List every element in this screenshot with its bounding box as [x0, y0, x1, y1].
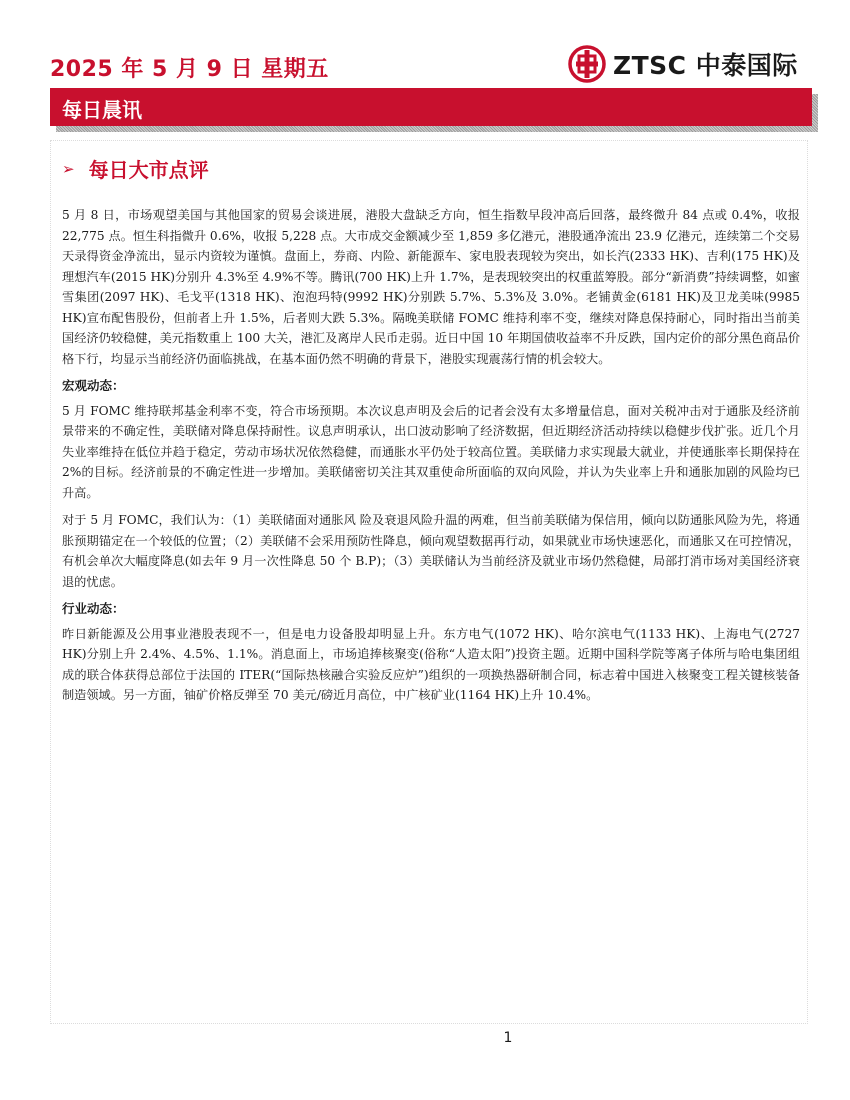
macro-heading: 宏观动态： — [62, 378, 125, 393]
report-date: 2025 年 5 月 9 日 星期五 — [50, 57, 329, 82]
page-number: 1 — [503, 1030, 513, 1046]
banner-title: 每日晨讯 — [62, 98, 142, 122]
arrow-right-icon: ➢ — [62, 159, 75, 178]
article-body — [62, 205, 800, 713]
section-header — [62, 154, 209, 183]
macro-paragraph-2: 对于 5 月 FOMC，我们认为：（1）美联储面对通胀风 险及衰退风险升温的两难，但当前美联储为保信用，倾向以防通胀风险为先，将通胀预期锚定在一个较低的位置；（2）美联储不会采用预防性降息，倾向观望数据再行动，如果就业市场快速恶化，而通胀又在可控情况，有机会单次大幅度降息(如去年 9 月一次性降息 50 个 B.P)；（3）美联储认为当前经济及就业市场仍然稳健，局部打消市场对美国经济衰退的忧虑。 — [62, 513, 800, 589]
industry-heading: 行业动态： — [62, 601, 125, 616]
macro-paragraph-1: 5 月 FOMC 维持联邦基金利率不变，符合市场预期。本次议息声明及会后的记者会没有太多增量信息，面对关税冲击对于通胀及经济前景带来的不确定性，美联储对降息保持耐性。议息声明承认，出口波动影响了经济数据，但近期经济活动持续以稳健步伐扩张。近几个月失业率维持在低位并趋于稳定，劳动市场状况依然稳健，而通胀水平仍处于较高位置。美联储力求实现最大就业，并使通胀率长期保持在 2%的目标。经济前景的不确定性进一步增加。美联储密切关注其双重使命所面临的双向风险，并认为失业率上升和通胀加剧的风险均已升高。 — [62, 403, 800, 500]
ztsc-emblem-icon — [567, 44, 607, 84]
section-title: 每日大市点评 — [88, 158, 209, 182]
logo-text: ZTSC 中泰国际 — [613, 51, 798, 80]
industry-paragraph-1: 昨日新能源及公用事业港股表现不一，但是电力设备股却明显上升。东方电气(1072 HK)、哈尔滨电气(1133 HK)、上海电气(2727 HK)分别上升 2.4%、4.5%、1.1%。消息面上，市场追捧核聚变(俗称“人造太阳”)投资主题。近期中国科学院等离子体所与哈电集团组成的联合体获得总部位于法国的 ITER(“国际热核融合实验反应炉”)组织的一项换热器研制合同，标志着中国进入核聚变工程关键核装备制造领域。另一方面，铀矿价格反弹至 70 美元/磅近月高位，中广核矿业(1164 HK)上升 10.4%。 — [62, 626, 800, 702]
ztsc-logo — [567, 44, 798, 84]
market-commentary-paragraph: 5 月 8 日，市场观望美国与其他国家的贸易会谈进展，港股大盘缺乏方向，恒生指数早段冲高后回落，最终微升 84 点或 0.4%，收报 22,775 点。恒生科指微升 0.6%，收报 5,228 点。大市成交金额减少至 1,859 多亿港元，港股通净流出 23.9 亿港元，连续第二个交易天录得资金净流出，显示内资较为谨慎。盘面上，券商、内险、新能源车、家电股表现较为突出，如长汽(2333 HK)、吉利(175 HK)及理想汽车(2015 HK)分别升 4.3%至 4.9%不等。腾讯(700 HK)上升 1.7%，是表现较突出的权重蓝筹股。部分“新消费”持续调整，如蜜雪集团(2097 HK)、毛戈平(1318 HK)、泡泡玛特(9992 HK)分别跌 5.7%、5.3%及 3.0%。老铺黄金(6181 HK)及卫龙美味(9985 HK)宣布配售股份，但前者上升 1.5%，后者则大跌 5.3%。隔晚美联储 FOMC 维持利率不变，继续对降息保持耐心，同时指出当前美国经济仍较稳健，美元指数重上 100 大关，港汇及离岸人民币走弱。近日中国 10 年期国债收益率不升反跌，国内定价的部分黑色商品价格下行，均显示当前经济仍面临挑战，在基本面仍然不明确的背景下，港股实现震荡行情的机会较大。 — [62, 208, 800, 366]
title-banner — [50, 88, 812, 126]
